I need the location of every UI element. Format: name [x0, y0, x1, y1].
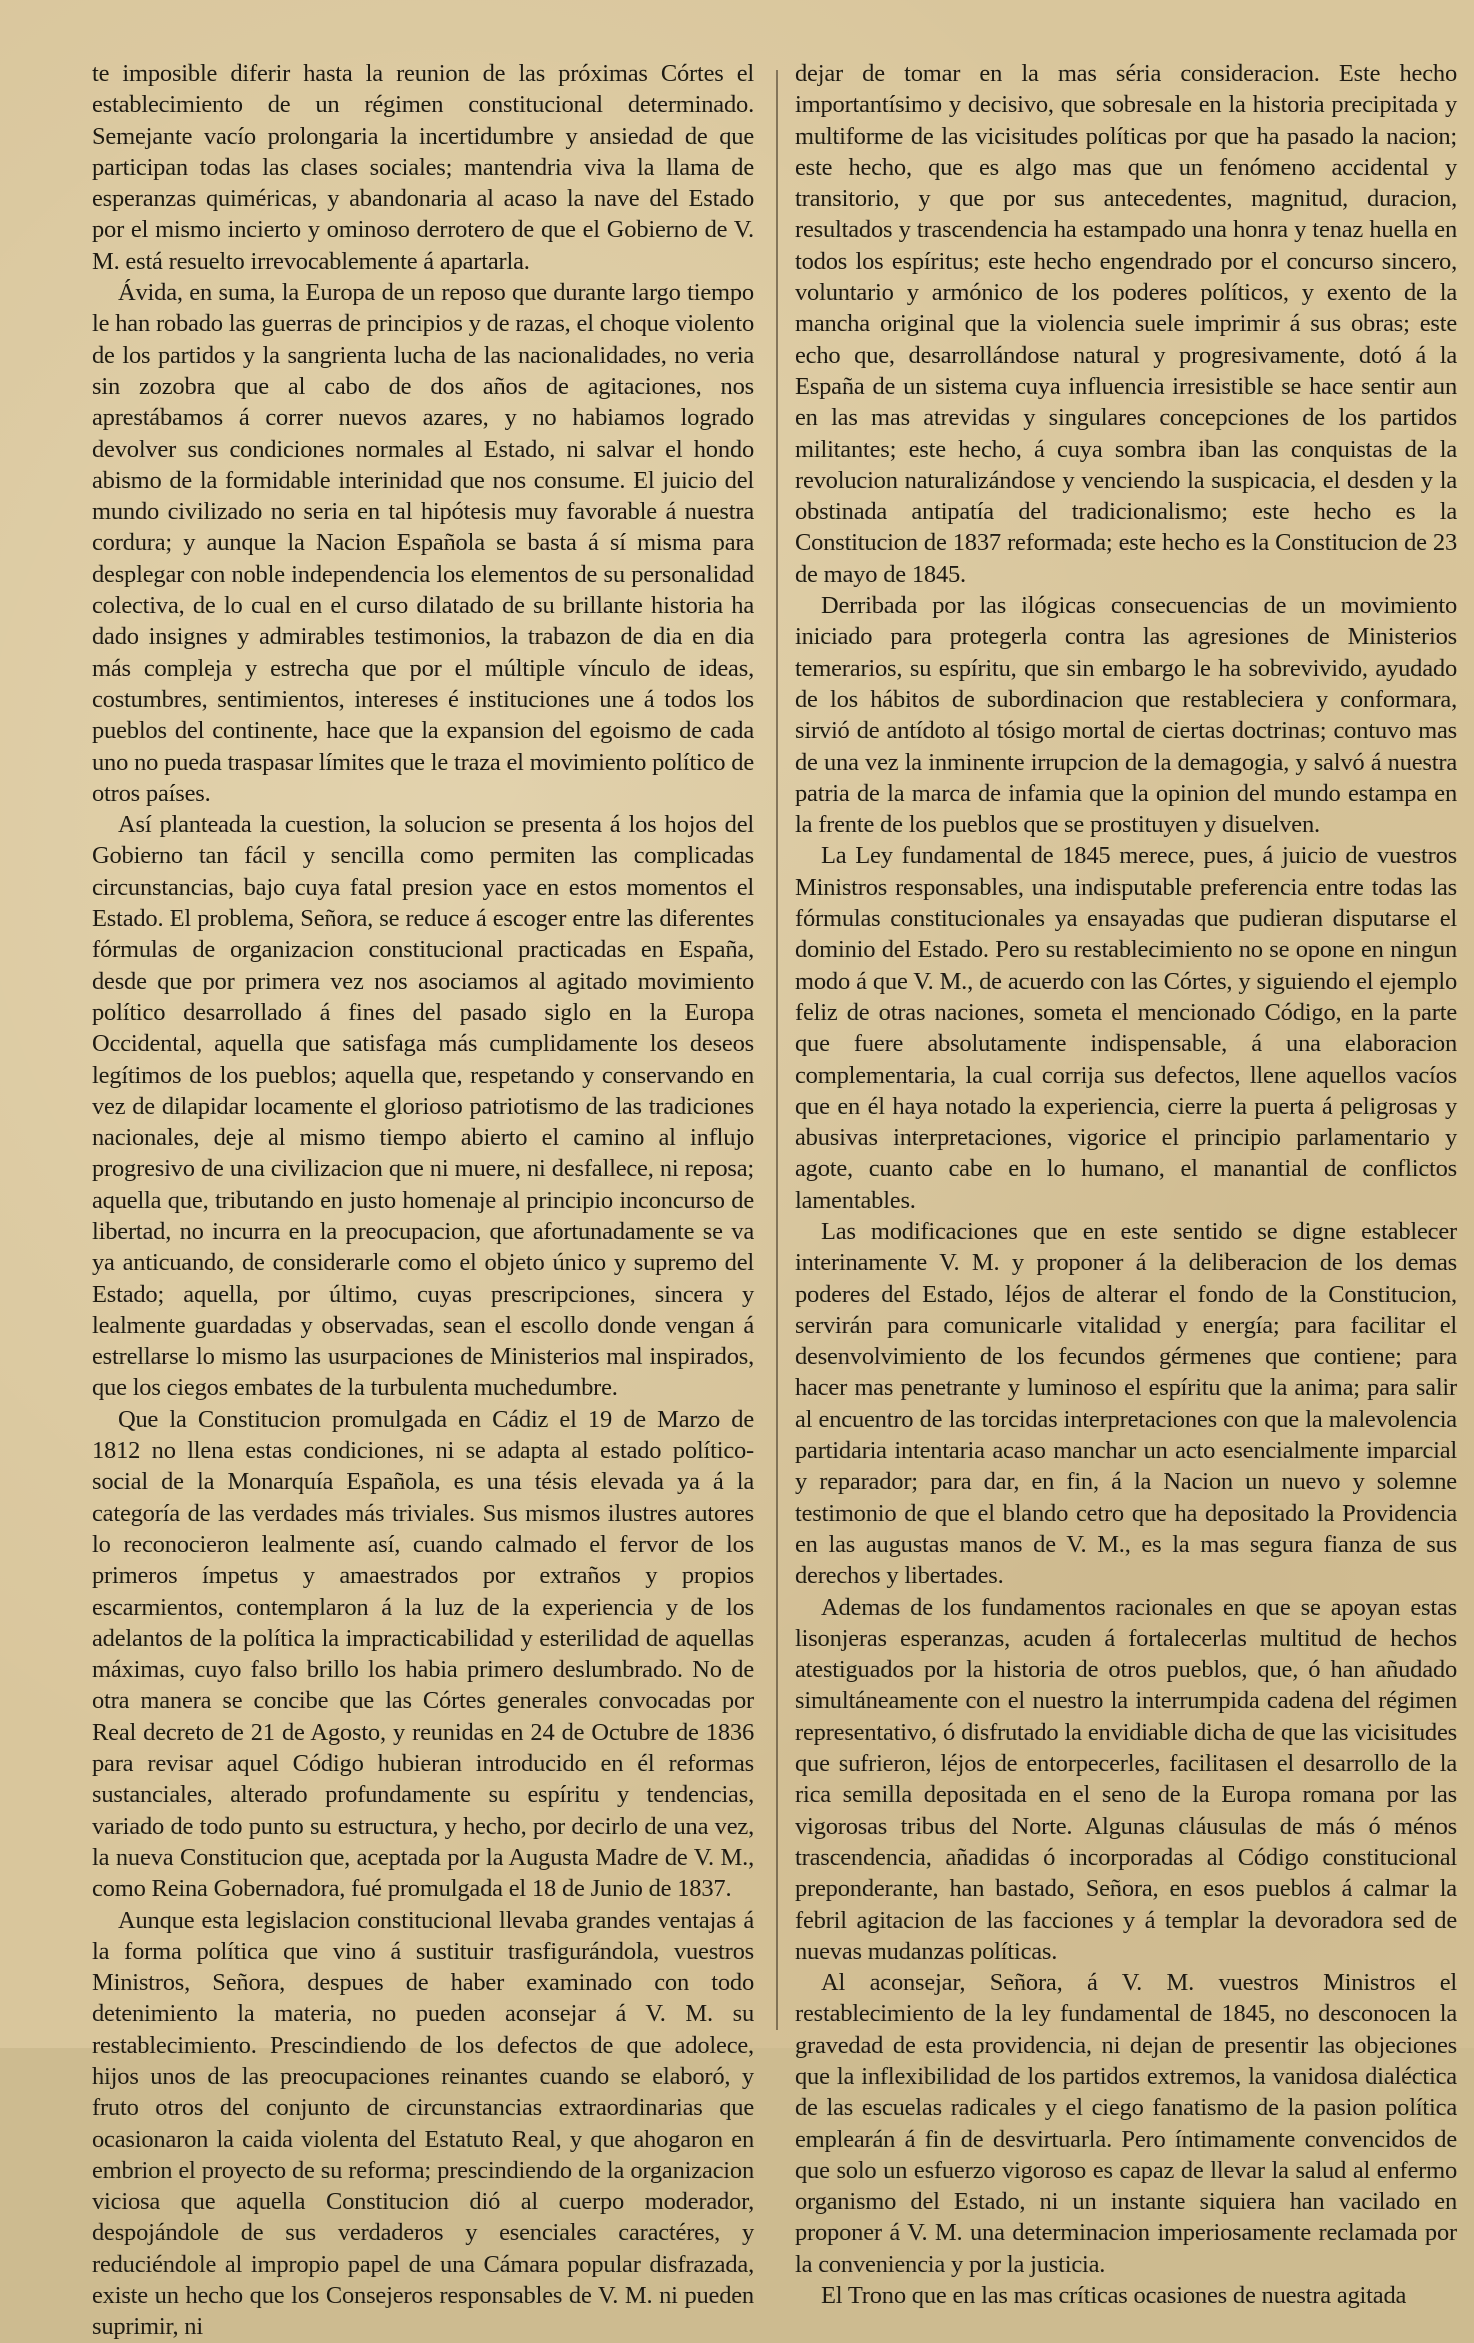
paragraph: te imposible diferir hasta la reunion de las próximas Córtes el establecimiento de un régimen constitucional determinado. Semejante vacío prolongaria la incertidumbre y ansiedad de que participan todas las clases sociales; mantendria viva la llama de esperanzas quiméricas, y abandonaria al acaso la nave del Estado por el mismo incierto y ominoso derrotero de que el Gobierno de V. M. está resuelto irrevocablemente á apartarla. [92, 60, 754, 275]
paragraph: Así planteada la cuestion, la solucion se presenta á los hojos del Gobierno tan fácil y sencilla como permiten las complicadas circunstancias, bajo cuya fatal presion yace en estos momentos el Estado. El problema, Señora, se reduce á escoger entre las diferentes fórmulas de organizacion constitucional practicadas en España, desde que por primera vez nos asociamos al agitado movimiento político desarrollado á fines del pasado siglo en la Europa Occidental, aquella que satisfaga más cumplidamente los deseos legítimos de los pueblos; aquella que, respetando y conservando en vez de dilapidar locamente el glorioso patriotismo de las tradiciones nacionales, deje al mismo tiempo abierto el camino al influjo progresivo de una civilizacion que ni muere, ni desfallece, ni reposa; aquella que, tributando en justo homenaje al principio inconcurso de libertad, no incurra en la preocupacion, que afortunadamente se va ya anticuando, de considerarle como el objeto único y supremo del Estado; aquella, por último, cuyas prescripciones, sincera y lealmente guardadas y observadas, sean el escollo donde vengan á estrellarse lo mismo las usurpaciones de Ministerios mal inspirados, que los ciegos embates de la turbulenta muchedumbre. [92, 811, 754, 1402]
paragraph: Que la Constitucion promulgada en Cádiz el 19 de Marzo de 1812 no llena estas condiciones, ni se adapta al estado político-social de la Monarquía Española, es una tésis elevada ya á la categoría de las verdades más triviales. Sus mismos ilustres autores lo reconocieron lealmente así, cuando calmado el fervor de los primeros ímpetus y amaestrados por extraños y propios escarmientos, contemplaron á la luz de la experiencia y de los adelantos de la política la impracticabilidad y esterilidad de aquellas máximas, cuyo falso brillo los habia primero deslumbrado. No de otra manera se concibe que las Córtes generales convocadas por Real decreto de 21 de Agosto, y reunidas en 24 de Octubre de 1836 para revisar aquel Código hubieran introducido en él reformas sustanciales, alterado profundamente su espíritu y tendencias, variado de todo punto su estructura, y hecho, por decirlo de una vez, la nueva Constitucion que, aceptada por la Augusta Madre de V. M., como Reina Gobernadora, fué promulgada el 18 de Junio de 1837. [92, 1405, 754, 1903]
column-rule [776, 70, 778, 2030]
paragraph: Al aconsejar, Señora, á V. M. vuestros Ministros el restablecimiento de la ley fundamental de 1845, no desconocen la gravedad de esta providencia, ni dejan de presentir las objeciones que la inflexibilidad de los partidos extremos, la vanidosa dialéctica de las escuelas radicales y el ciego fanatismo de la pasion política emplearán á fin de desvirtuarla. Pero íntimamente convencidos de que solo un esfuerzo vigoroso es capaz de llevar la salud al enfermo organismo del Estado, ni un instante siquiera han vacilado en proponer á V. M. una determinacion imperiosamente reclamada por la conveniencia y por la justicia. [795, 1969, 1457, 2278]
paragraph: La Ley fundamental de 1845 merece, pues, á juicio de vuestros Ministros responsables, una indisputable preferencia entre todas las fórmulas constitucionales ya ensayadas que pudieran disputarse el dominio del Estado. Pero su restablecimiento no se opone en ningun modo á que V. M., de acuerdo con las Córtes, y siguiendo el ejemplo feliz de otras naciones, someta el mencionado Código, en la parte que fuere absolutamente indispensable, á una elaboracion complementaria, la cual corrija sus defectos, llene aquellos vacíos que en él haya notado la experiencia, cierre la puerta á peligrosas y abusivas interpretaciones, vigorice el principio parlamentario y agote, cuanto cabe en lo humano, el manantial de conflictos lamentables. [795, 842, 1457, 1214]
paragraph: dejar de tomar en la mas séria consideracion. Este hecho importantísimo y decisivo, que sobresale en la historia precipitada y multiforme de las vicisitudes políticas por que ha pasado la nacion; este hecho, que es algo mas que un fenómeno accidental y transitorio, y que por sus antecedentes, magnitud, duracion, resultados y trascendencia ha estampado una honra y tenaz huella en todos los espíritus; este hecho engendrado por el concurso sincero, voluntario y armónico de los poderes políticos, y exento de la mancha original que la violencia suele imprimir á sus obras; este echo que, desarrollándose natural y progresivamente, dotó á la España de un sistema cuya influencia irresistible se hace sentir aun en las mas atrevidas y singulares concepciones de los partidos militantes; este hecho, á cuya sombra iban las conquistas de la revolucion naturalizándose y venciendo la suspicacia, el desden y la obstinada antipatía del tradicionalismo; este hecho es la Constitucion de 1837 reformada; este hecho es la Constitucion de 23 de mayo de 1845. [795, 60, 1457, 588]
right-column [795, 58, 1457, 2310]
paragraph: Derribada por las ilógicas consecuencias de un movimiento iniciado para protegerla contra las agresiones de Ministerios temerarios, su espíritu, que sin embargo le ha sobrevivido, ayudado de los hábitos de subordinacion que restableciera y conformara, sirvió de antídoto al tósigo mortal de ciertas doctrinas; contuvo mas de una vez la inminente irrupcion de la demagogia, y salvó á nuestra patria de la marca de infamia que la opinion del mundo estampa en la frente de los pueblos que se prostituyen y disuelven. [795, 592, 1457, 839]
paragraph: Ademas de los fundamentos racionales en que se apoyan estas lisonjeras esperanzas, acuden á fortalecerlas multitud de hechos atestiguados por la historia de otros pueblos, que, ó han añudado simultáneamente con el nuestro la interrumpida cadena del régimen representativo, ó disfrutado la envidiable dicha de que las vicisitudes que sufrieron, léjos de entorpecerles, facilitasen el desarrollo de la rica semilla depositada en el seno de la Europa romana por las vigorosas tribus del Norte. Algunas cláusulas de más ó ménos trascendencia, añadidas ó incorporadas al Código constitucional preponderante, han bastado, Señora, en esos pueblos á calmar la febril agitacion de las facciones y á templar la devoradora sed de nuevas mudanzas políticas. [795, 1593, 1457, 1965]
paragraph: El Trono que en las mas críticas ocasiones de nuestra agitada [821, 2282, 1407, 2310]
paragraph: Aunque esta legislacion constitucional llevaba grandes ventajas á la forma política que vino á sustituir trasfigurándola, vuestros Ministros, Señora, despues de haber examinado con todo detenimiento la materia, no pueden aconsejar á V. M. su restablecimiento. Prescindiendo de los defectos de que adolece, hijos unos de las preocupaciones reinantes cuando se elaboró, y fruto otros del conjunto de circunstancias extraordinarias que ocasionaron la caida violenta del Estatuto Real, y que ahogaron en embrion el proyecto de su reforma; prescindiendo de la organizacion viciosa que aquella Constitucion dió al cuerpo moderador, despojándole de sus verdaderos y esenciales caractéres, y reduciéndole al impropio papel de una Cámara popular disfrazada, existe un hecho que los Consejeros responsables de V. M. ni pueden suprimir, ni [92, 1906, 754, 2341]
paragraph: Las modificaciones que en este sentido se digne establecer interinamente V. M. y proponer á la deliberacion de los demas poderes del Estado, léjos de alterar el fondo de la Constitucion, servirán para comunicarle vitalidad y energía; para facilitar el desenvolvimiento de los fecundos gérmenes que contiene; para hacer mas penetrante y luminoso el espíritu que la anima; para salir al encuentro de las torcidas interpretaciones con que la malevolencia partidaria intentaria acaso manchar un acto esencialmente imparcial y reparador; para dar, en fin, á la Nacion un nuevo y solemne testimonio de que el blando cetro que ha depositado la Providencia en las augustas manos de V. M., es la mas segura fianza de sus derechos y libertades. [795, 1217, 1457, 1590]
left-column [92, 58, 754, 2341]
paragraph: Ávida, en suma, la Europa de un reposo que durante largo tiempo le han robado las guerras de principios y de razas, el choque violento de los partidos y la sangrienta lucha de las nacionalidades, no veria sin zozobra que al cabo de dos años de agitaciones, nos aprestábamos á correr nuevos azares, y no habiamos logrado devolver sus condiciones normales al Estado, ni salvar el hondo abismo de la formidable interinidad que nos consume. El juicio del mundo civilizado no seria en tal hipótesis muy favorable á nuestra cordura; y aunque la Nacion Española se basta á sí misma para desplegar con noble independencia los elementos de su personalidad colectiva, de lo cual en el curso dilatado de su brillante historia ha dado insignes y admirables testimonios, la trabazon de dia en dia más compleja y estrecha que por el múltiple vínculo de ideas, costumbres, sentimientos, intereses é instituciones une á todos los pueblos del continente, hace que la expansion del egoismo de cada uno no pueda traspasar límites que le traza el movimiento político de otros países. [92, 279, 754, 807]
